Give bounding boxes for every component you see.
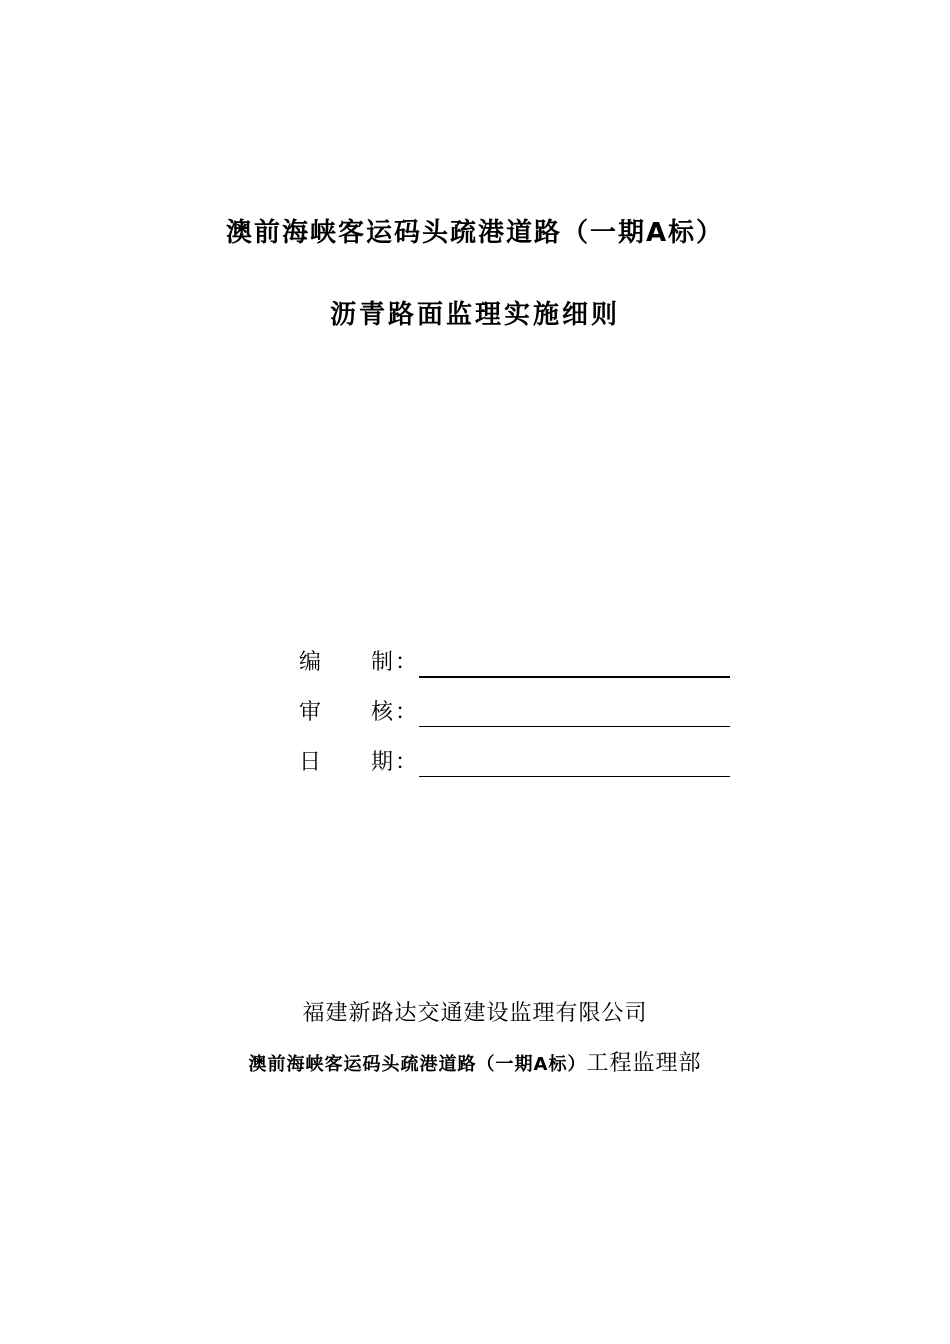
company-name: 福建新路达交通建设监理有限公司 bbox=[302, 1001, 648, 1026]
document-title-project: 澳前海峡客运码头疏港道路（一期A标） bbox=[225, 218, 725, 248]
signature-colon: ： bbox=[395, 700, 418, 725]
signature-colon: ： bbox=[395, 750, 418, 775]
signature-label-second-char: 制 bbox=[371, 650, 394, 675]
signature-label-first-char: 审 bbox=[299, 700, 322, 725]
signature-label-first-char: 编 bbox=[299, 650, 322, 675]
signature-row-reviewed bbox=[299, 698, 739, 732]
department-project-name: 澳前海峡客运码头疏港道路（一期A标） bbox=[248, 1054, 587, 1075]
signature-colon: ： bbox=[395, 650, 418, 675]
signature-label-second-char: 核 bbox=[371, 700, 394, 725]
signature-row-date bbox=[299, 748, 739, 782]
signature-row-compiled bbox=[299, 648, 739, 682]
department-name: 工程监理部 bbox=[586, 1051, 702, 1076]
signature-label-second-char: 期 bbox=[371, 750, 394, 775]
department-line bbox=[0, 1046, 950, 1077]
signature-blank-line bbox=[419, 776, 730, 777]
signature-blank-line bbox=[419, 726, 730, 727]
signature-label-first-char: 日 bbox=[299, 750, 322, 775]
document-title-subject: 沥青路面监理实施细则 bbox=[329, 300, 620, 330]
signature-blank-line bbox=[419, 676, 730, 678]
